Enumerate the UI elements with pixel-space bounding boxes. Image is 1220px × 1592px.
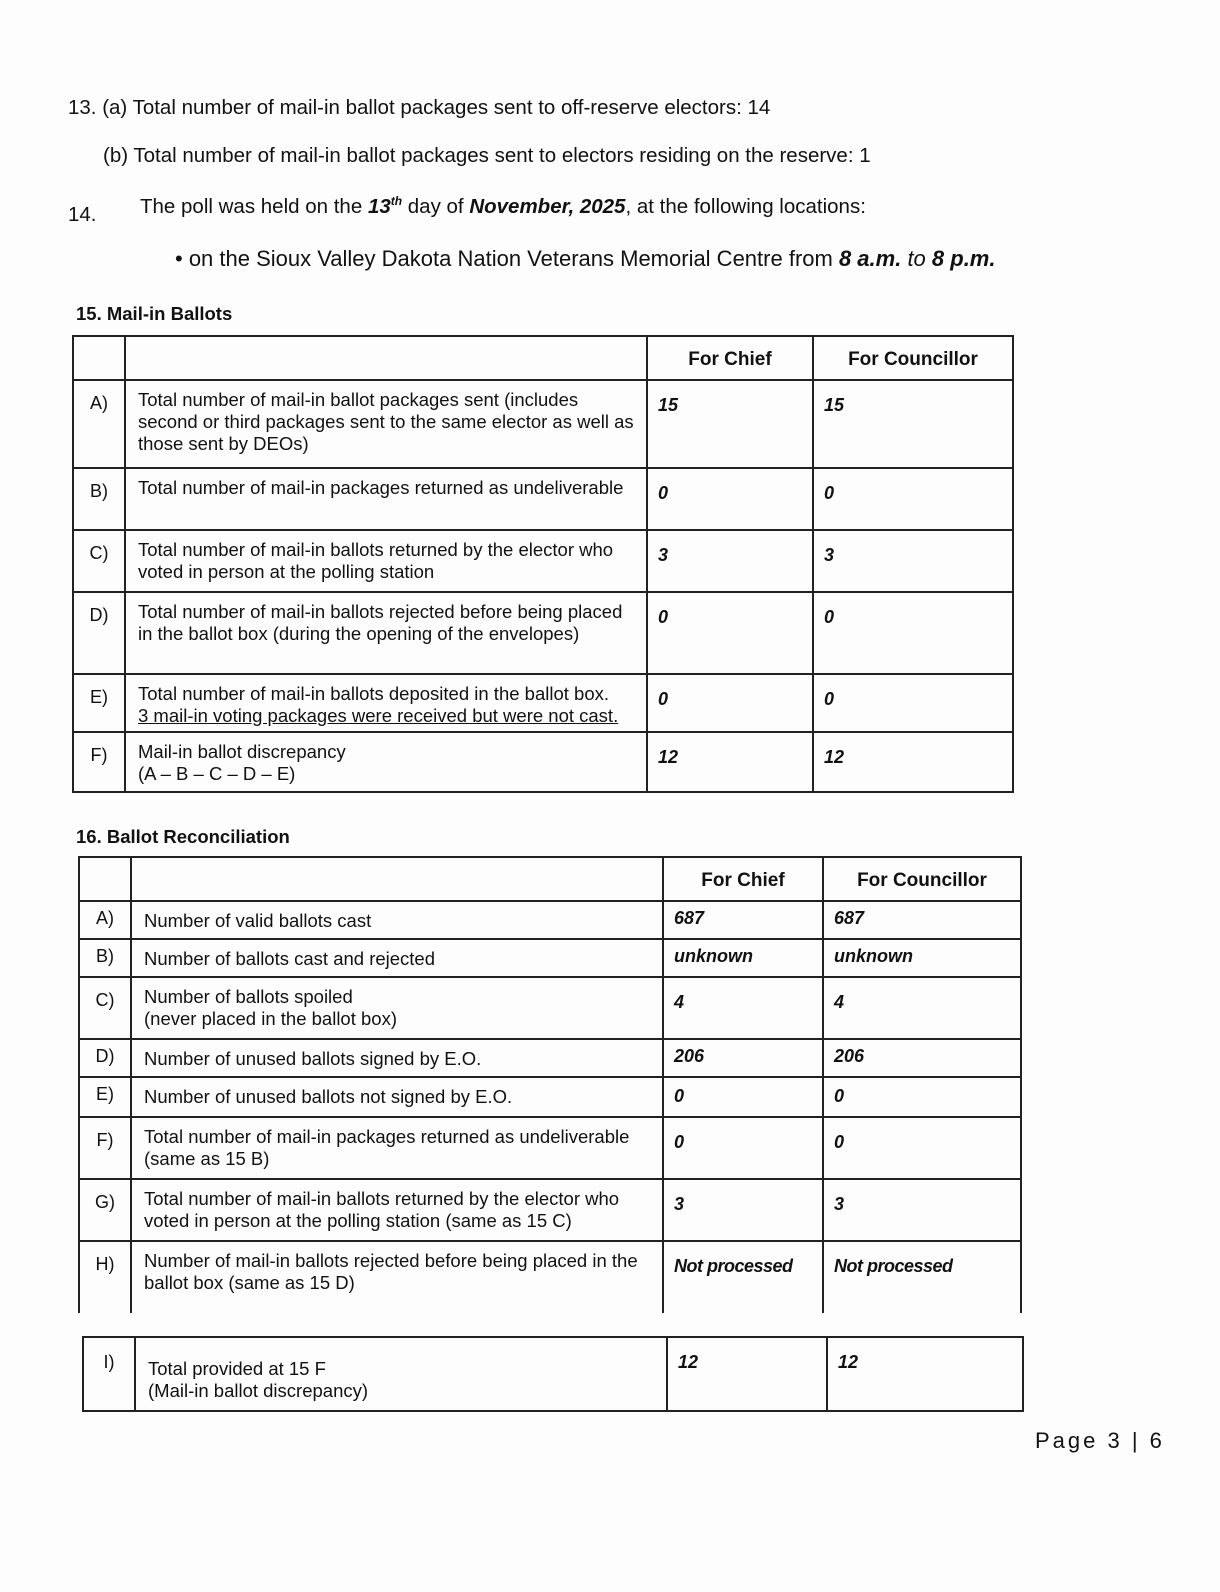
table-row [79, 1077, 1021, 1117]
councillor-value: 12 [813, 732, 1013, 792]
chief-value: 0 [647, 592, 813, 674]
row-letter: C) [79, 977, 131, 1039]
ballot-reconciliation-table [78, 856, 1022, 1313]
table-row [73, 530, 1013, 592]
section-16-title: 16. Ballot Reconciliation [76, 826, 290, 847]
councillor-value: 0 [813, 468, 1013, 530]
table-row [73, 468, 1013, 530]
item-13b: (b) Total number of mail-in ballot packages sent to electors residing on the reserve: 1 [103, 144, 871, 167]
chief-value: 15 [647, 380, 813, 468]
row-letter: H) [79, 1241, 131, 1313]
table-row [79, 1117, 1021, 1179]
row-description [135, 1337, 667, 1411]
row-description: Total number of mail-in ballot packages sent (includes second or third packages sent to the same elector as well as those sent by DEOs) [125, 380, 647, 468]
mail-in-ballots-table [72, 335, 1014, 793]
row-letter: A) [79, 901, 131, 939]
row-description: Total number of mail-in ballots rejected before being placed in the ballot box (during the opening of the envelopes) [125, 592, 647, 674]
row-note: 3 mail-in voting packages were received but were not cast. [138, 705, 619, 726]
row-letter: A) [73, 380, 125, 468]
chief-value: 0 [647, 674, 813, 732]
chief-value: 12 [647, 732, 813, 792]
item-13a: 13. (a) Total number of mail-in ballot packages sent to off-reserve electors: 14 [68, 96, 771, 119]
councillor-value: 687 [823, 901, 1021, 939]
chief-value: 0 [663, 1117, 823, 1179]
chief-value: unknown [663, 939, 823, 977]
table-row [79, 1241, 1021, 1313]
chief-value: 206 [663, 1039, 823, 1077]
chief-value: 4 [663, 977, 823, 1039]
row-desc-line: Mail-in ballot discrepancy [138, 741, 346, 762]
poll-location: • on the Sioux Valley Dakota Nation Veterans Memorial Centre from 8 a.m. to 8 p.m. [175, 246, 996, 271]
row-letter: G) [79, 1179, 131, 1241]
table-row [79, 977, 1021, 1039]
header-blank-desc [131, 857, 663, 901]
table-header-row [79, 857, 1021, 901]
row-desc-line: Number of ballots spoiled [144, 986, 353, 1007]
councillor-value: 4 [823, 977, 1021, 1039]
header-for-councillor: For Councillor [823, 857, 1021, 901]
row-formula: (A – B – C – D – E) [138, 763, 296, 784]
table-row [73, 380, 1013, 468]
header-for-chief: For Chief [647, 336, 813, 380]
table-row [73, 592, 1013, 674]
table-row [73, 732, 1013, 792]
councillor-value: 15 [813, 380, 1013, 468]
councillor-value: 0 [823, 1117, 1021, 1179]
row-desc-line-2: (Mail-in ballot discrepancy) [148, 1380, 369, 1401]
table-row [79, 1179, 1021, 1241]
row-desc-line: Total provided at 15 F [148, 1358, 326, 1379]
chief-value: 3 [663, 1179, 823, 1241]
row-desc-line: Total number of mail-in ballots deposited in the ballot box. [138, 683, 609, 704]
chief-value: Not processed [663, 1241, 823, 1313]
councillor-value: 0 [813, 592, 1013, 674]
row-letter: B) [79, 939, 131, 977]
row-letter: D) [73, 592, 125, 674]
row-letter: D) [79, 1039, 131, 1077]
table-row [83, 1337, 1023, 1411]
row-description [131, 977, 663, 1039]
chief-value: 0 [647, 468, 813, 530]
page-number: Page 3 | 6 [1035, 1428, 1165, 1453]
row-description: Number of unused ballots signed by E.O. [131, 1039, 663, 1077]
row-letter: B) [73, 468, 125, 530]
row-desc-line-2: (never placed in the ballot box) [144, 1008, 397, 1029]
row-description [125, 674, 647, 732]
table-row [79, 939, 1021, 977]
header-blank-letter [79, 857, 131, 901]
header-blank-desc [125, 336, 647, 380]
row-description: Number of valid ballots cast [131, 901, 663, 939]
councillor-value: 0 [813, 674, 1013, 732]
councillor-value: 3 [813, 530, 1013, 592]
row-letter: E) [73, 674, 125, 732]
row-letter: C) [73, 530, 125, 592]
row-letter: F) [79, 1117, 131, 1179]
chief-value: 687 [663, 901, 823, 939]
row-letter: F) [73, 732, 125, 792]
row-description: Total number of mail-in packages returned as undeliverable (same as 15 B) [131, 1117, 663, 1179]
councillor-value: Not processed [823, 1241, 1021, 1313]
row-letter: E) [79, 1077, 131, 1117]
table-row [73, 674, 1013, 732]
chief-value: 0 [663, 1077, 823, 1117]
councillor-value: 0 [823, 1077, 1021, 1117]
councillor-value: 3 [823, 1179, 1021, 1241]
section-15-title: 15. Mail-in Ballots [76, 303, 233, 324]
table-row [79, 901, 1021, 939]
chief-value: 12 [667, 1337, 827, 1411]
chief-value: 3 [647, 530, 813, 592]
row-description: Total number of mail-in ballots returned by the elector who voted in person at the polling station (same as 15 C) [131, 1179, 663, 1241]
row-letter: I) [83, 1337, 135, 1411]
councillor-value: 206 [823, 1039, 1021, 1077]
header-blank-letter [73, 336, 125, 380]
councillor-value: unknown [823, 939, 1021, 977]
reconciliation-total-table [82, 1336, 1024, 1412]
table-row [79, 1039, 1021, 1077]
row-description: Total number of mail-in packages returned as undeliverable [125, 468, 647, 530]
item-14-text: The poll was held on the 13th day of November, 2025, at the following locations: [140, 194, 866, 218]
row-description: Number of mail-in ballots rejected before being placed in the ballot box (same as 15 D) [131, 1241, 663, 1313]
row-description: Total number of mail-in ballots returned by the elector who voted in person at the polling station [125, 530, 647, 592]
table-header-row [73, 336, 1013, 380]
councillor-value: 12 [827, 1337, 1023, 1411]
row-description: Number of ballots cast and rejected [131, 939, 663, 977]
header-for-chief: For Chief [663, 857, 823, 901]
row-description: Number of unused ballots not signed by E.O. [131, 1077, 663, 1117]
header-for-councillor: For Councillor [813, 336, 1013, 380]
row-description [125, 732, 647, 792]
item-14-number: 14. [68, 203, 97, 226]
